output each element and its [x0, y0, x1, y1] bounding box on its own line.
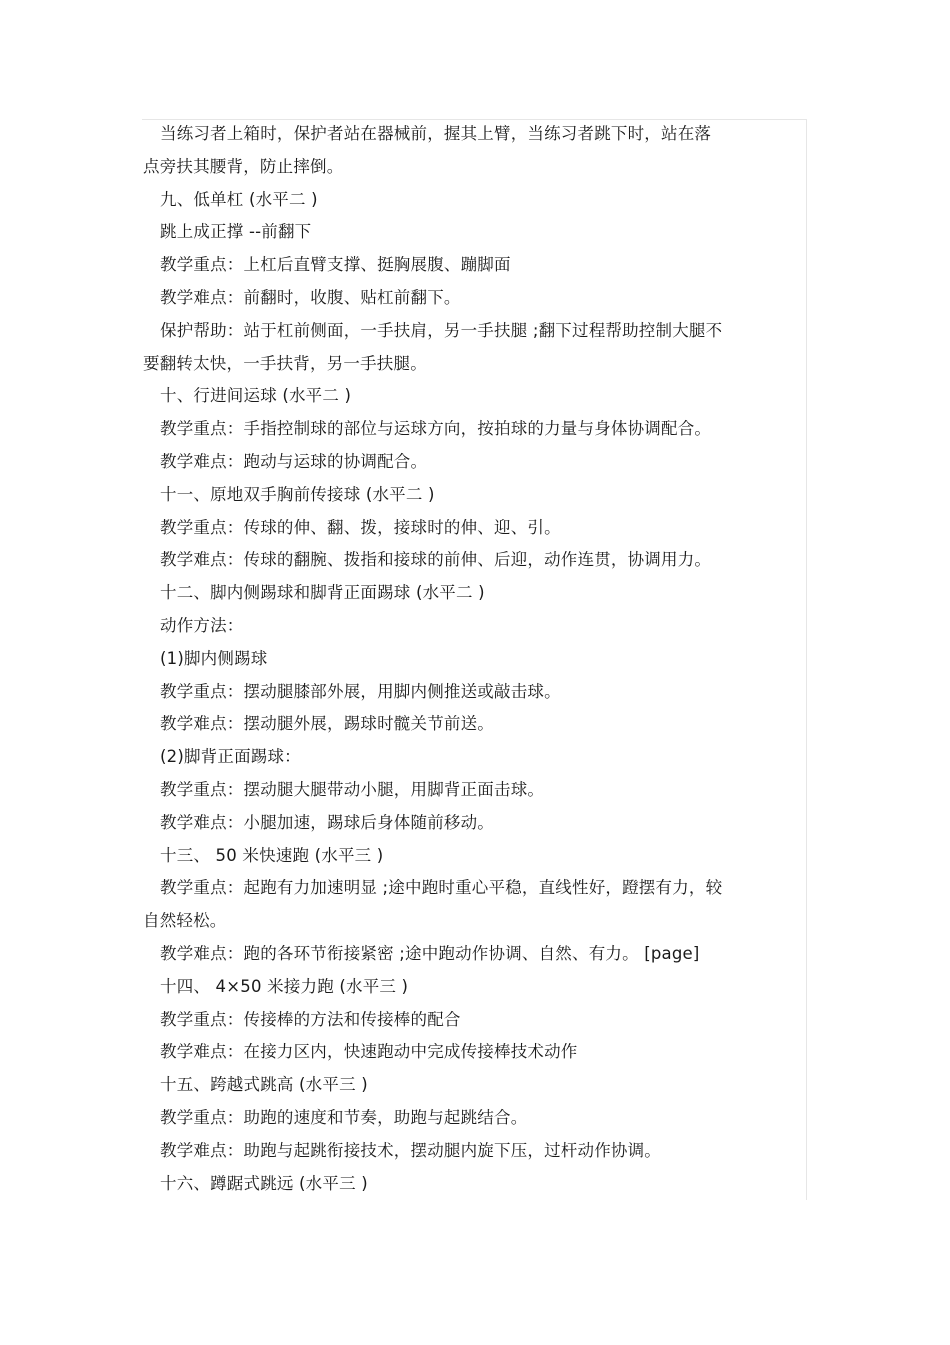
paragraph-line: 教学难点：传球的翻腕、拨指和接球的前伸、后迎，动作连贯，协调用力。	[160, 550, 712, 570]
section-heading: 十、行进间运球 (水平二 )	[160, 386, 352, 406]
section-heading: 十三、 50 米快速跑 (水平三 )	[160, 845, 384, 865]
paragraph-line: 教学重点：传球的伸、翻、拨，接球时的伸、迎、引。	[160, 517, 561, 537]
section-heading: 九、低单杠 (水平二 )	[160, 189, 318, 209]
paragraph-line: 教学难点：助跑与起跳衔接技术，摆动腿内旋下压，过杆动作协调。	[160, 1140, 661, 1160]
section-heading: 十二、脚内侧踢球和脚背正面踢球 (水平二 )	[160, 583, 485, 603]
paragraph-line: 教学难点：前翻时，收腹、贴杠前翻下。	[160, 287, 461, 307]
paragraph-line: 教学重点：传接棒的方法和传接棒的配合	[160, 1009, 461, 1029]
paragraph-line: 教学重点：摆动腿膝部外展，用脚内侧推送或敲击球。	[160, 681, 561, 701]
section-heading: 十五、跨越式跳高 (水平三 )	[160, 1075, 368, 1095]
section-heading: 十六、蹲踞式跳远 (水平三 )	[160, 1173, 368, 1193]
paragraph-line: (1)脚内侧踢球	[160, 648, 268, 668]
paragraph-line: 动作方法：	[160, 615, 244, 635]
paragraph-line: 教学难点：摆动腿外展，踢球时髋关节前送。	[160, 714, 494, 734]
paragraph-line: 教学重点：助跑的速度和节奏，助跑与起跳结合。	[160, 1107, 528, 1127]
paragraph-line: 教学难点：小腿加速，踢球后身体随前移动。	[160, 812, 494, 832]
paragraph-line: 教学难点：在接力区内，快速跑动中完成传接棒技术动作	[160, 1042, 578, 1062]
paragraph-line: 当练习者上箱时，保护者站在器械前，握其上臂，当练习者跳下时，站在落	[160, 124, 712, 143]
paragraph-line: 自然轻松。	[143, 911, 227, 931]
paragraph-line: 教学重点：摆动腿大腿带动小腿，用脚背正面击球。	[160, 779, 545, 799]
section-heading: 十一、原地双手胸前传接球 (水平二 )	[160, 484, 435, 504]
paragraph-line: 教学重点：手指控制球的部位与运球方向，按拍球的力量与身体协调配合。	[160, 419, 712, 439]
section-heading: 十四、 4×50 米接力跑 (水平三 )	[160, 976, 409, 996]
paragraph-line: (2)脚背正面踢球：	[160, 747, 301, 767]
paragraph-line: 教学难点：跑的各环节衔接紧密 ;途中跑动作协调、自然、有力。 [page]	[160, 943, 700, 963]
paragraph-line: 教学重点：起跑有力加速明显 ;途中跑时重心平稳，直线性好，蹬摆有力，较	[160, 878, 723, 898]
document-body	[143, 118, 793, 1200]
paragraph-line: 保护帮助：站于杠前侧面，一手扶肩，另一手扶腿 ;翻下过程帮助控制大腿不	[160, 320, 723, 340]
paragraph-line: 教学重点：上杠后直臂支撑、挺胸展腹、蹦脚面	[160, 255, 511, 275]
paragraph-line: 教学难点：跑动与运球的协调配合。	[160, 451, 428, 471]
paragraph-line: 跳上成正撑 --前翻下	[160, 222, 312, 242]
paragraph-line: 要翻转太快，一手扶背，另一手扶腿。	[143, 353, 427, 373]
paragraph-line: 点旁扶其腰背，防止摔倒。	[143, 156, 344, 176]
